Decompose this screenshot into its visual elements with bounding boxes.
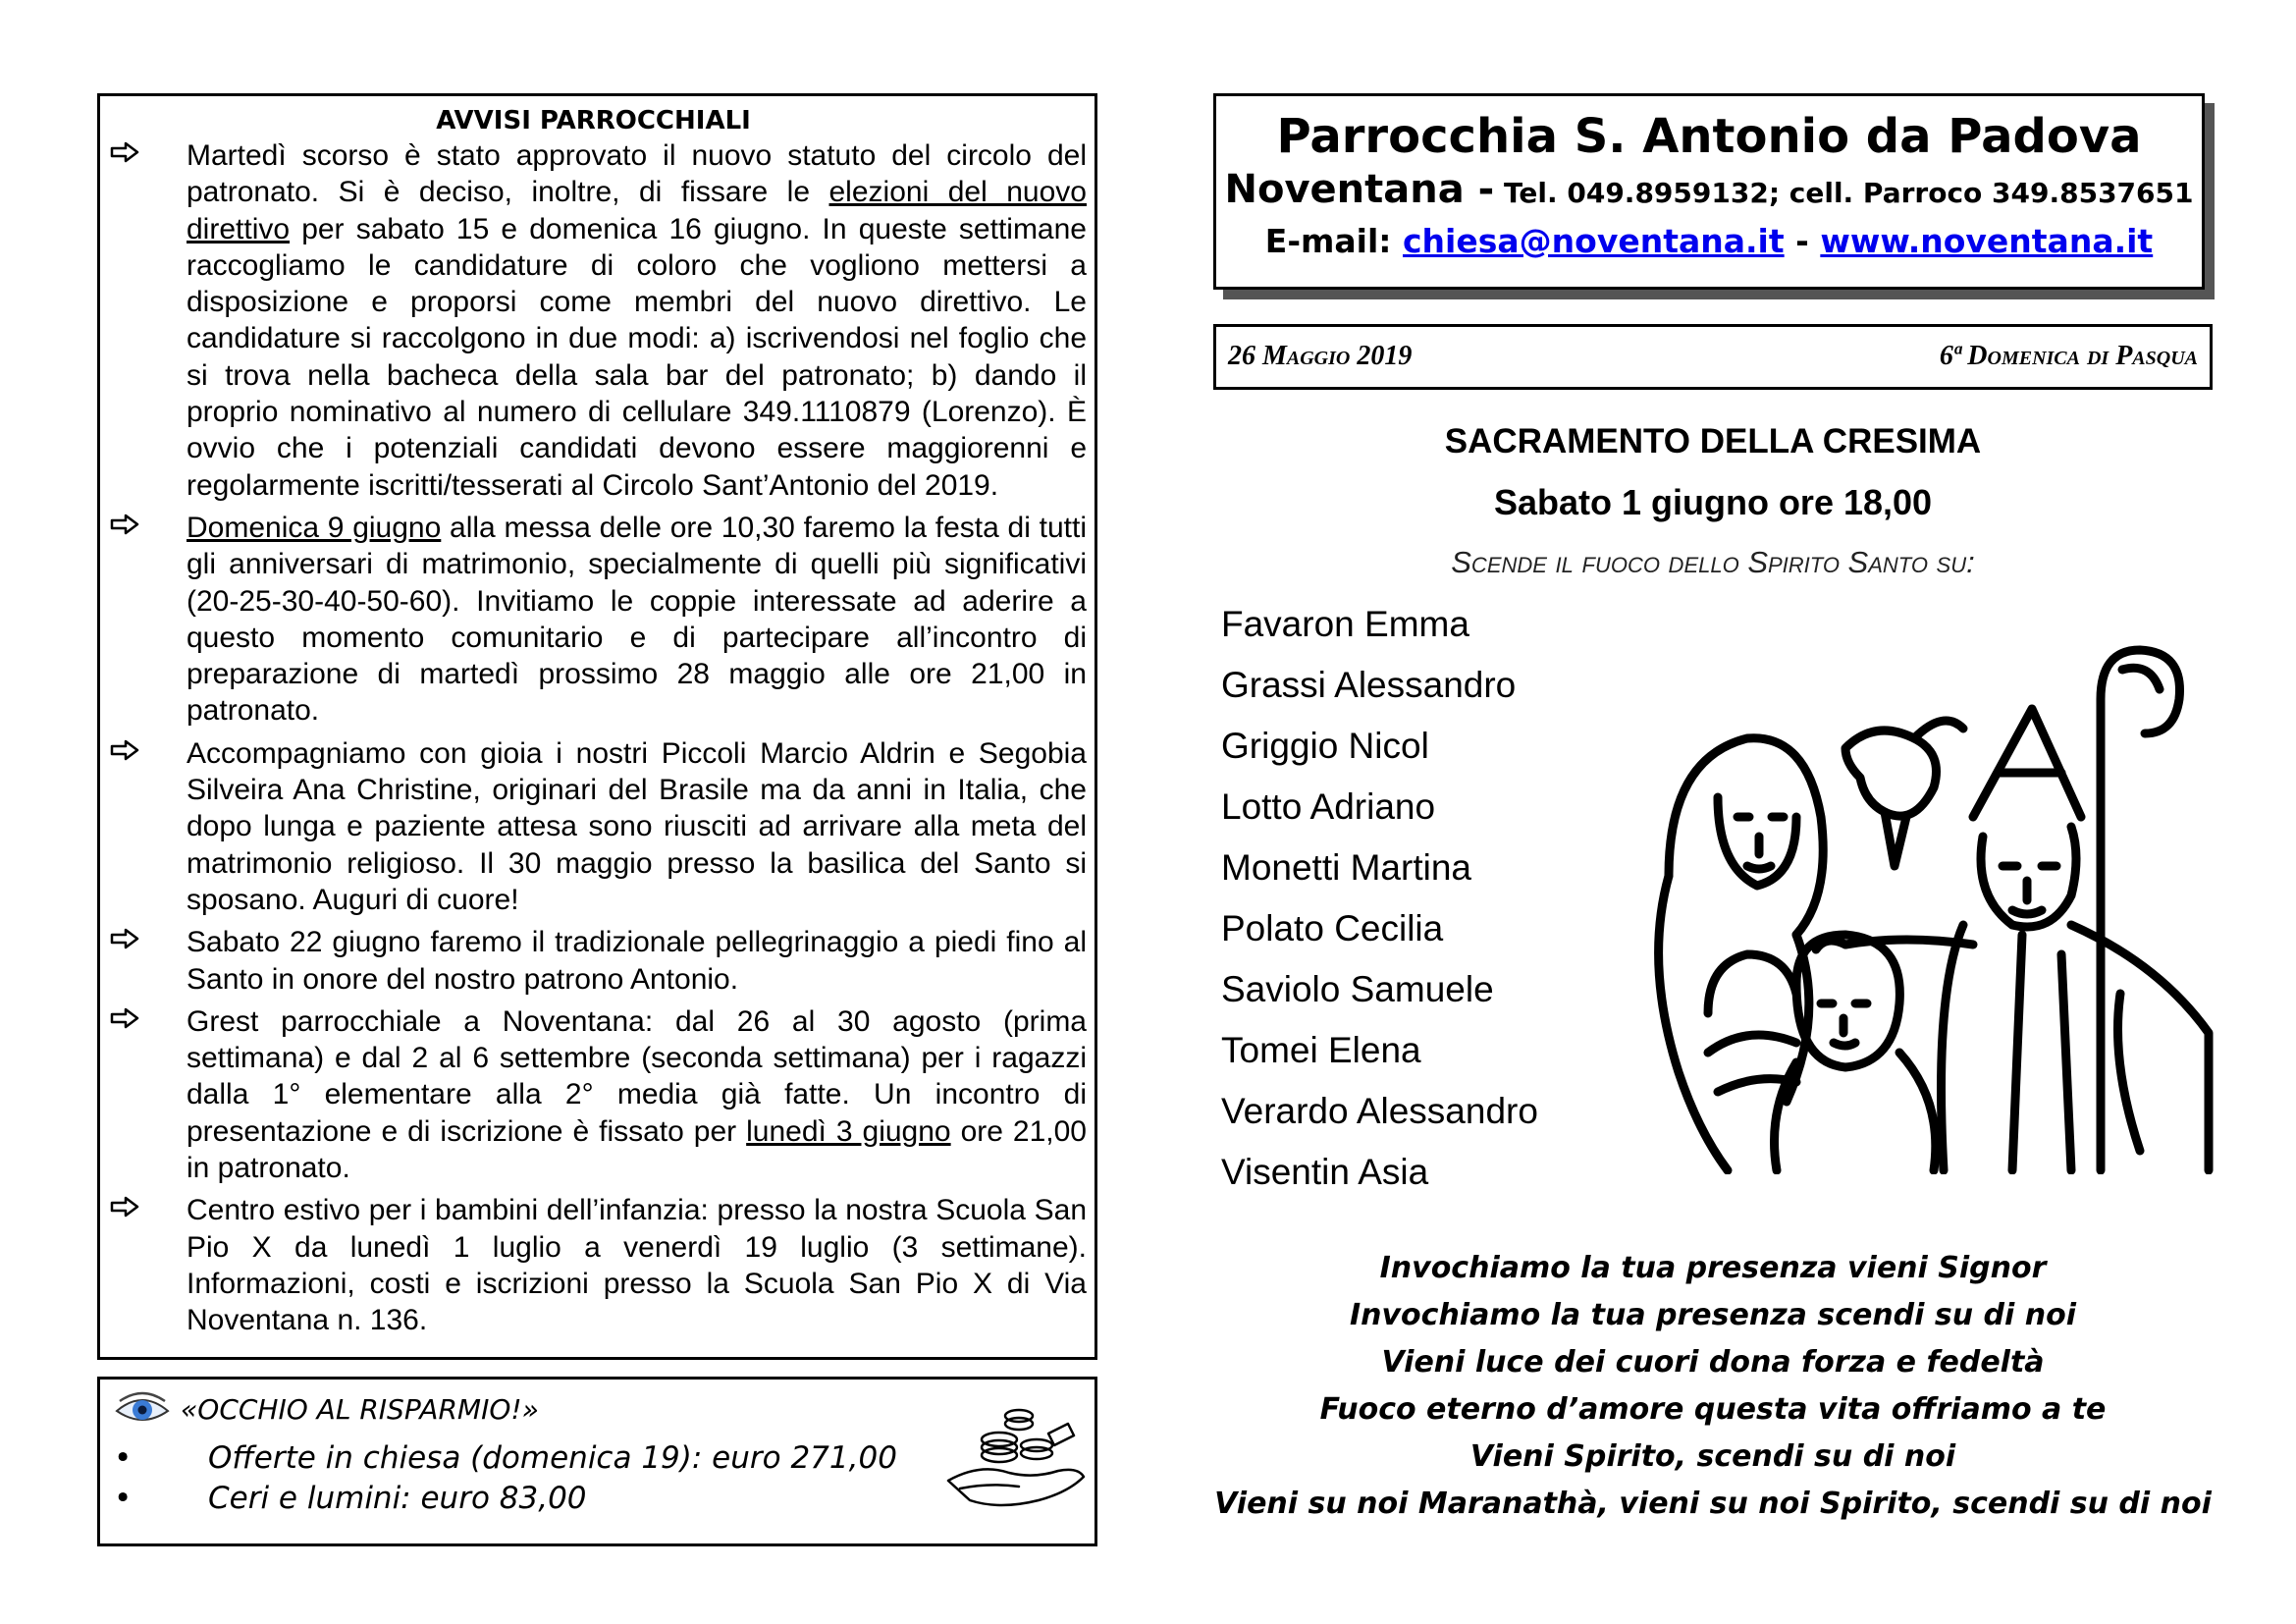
arrow-right-icon: [110, 141, 139, 163]
contact-separator: -: [1795, 222, 1809, 260]
sacramento-title: SACRAMENTO DELLA CRESIMA: [1444, 422, 1982, 460]
coins-in-hand-icon: [940, 1394, 1088, 1512]
sacramento-date: Sabato 1 giugno ore 18,00: [1493, 482, 1933, 522]
list-item: Polato Cecilia: [1221, 908, 1444, 948]
parish-name: Parrocchia S. Antonio da Padova: [1276, 109, 2142, 164]
hymn-line: Vieni luce dei cuori dona forza e fedeltà: [1381, 1345, 2045, 1380]
list-item: Saviolo Samuele: [1221, 969, 1494, 1009]
list-item: Tomei Elena: [1221, 1030, 1421, 1070]
town-name: Noventana -: [1224, 167, 1495, 212]
website-link[interactable]: www.noventana.it: [1820, 222, 2154, 260]
avviso-item: Sabato 22 giugno faremo il tradizionale pellegrinaggio a piedi fino al Santo in onore del nostro patrono Antonio.: [100, 924, 1087, 998]
arrow-right-icon: [110, 739, 139, 761]
avvisi-box: [97, 93, 1097, 1360]
avviso-item: Centro estivo per i bambini dell’infanzia: presso la nostra Scuola San Pio X da lunedì 1 luglio a venerdì 19 luglio (3 settimane). Informazioni, costi e iscrizioni presso la Scuola San Pio X di Via Noventana n. 136.: [100, 1192, 1087, 1338]
arrow-right-icon: [110, 928, 139, 949]
sacramento-subtitle: Scende il fuoco dello Spirito Santo su:: [1451, 545, 1975, 579]
hymn-text: [1213, 1245, 2213, 1528]
list-item: Monetti Martina: [1221, 847, 1471, 888]
occhio-box: [97, 1377, 1097, 1546]
hymn-line: Fuoco eterno d’amore questa vita offriamo a te: [1319, 1392, 2107, 1427]
list-item: Griggio Nicol: [1221, 726, 1429, 766]
phone-numbers: Tel. 049.8959132; cell. Parroco 349.8537651: [1504, 177, 2194, 209]
dateline-box: [1213, 324, 2213, 390]
list-item: Grassi Alessandro: [1221, 665, 1517, 705]
parish-contacts: [1216, 165, 2202, 218]
occhio-title: «OCCHIO AL RISPARMIO!»: [181, 1393, 539, 1426]
hymn-line: Vieni Spirito, scendi su di noi: [1469, 1439, 1956, 1474]
list-item: Favaron Emma: [1221, 604, 1469, 644]
eye-icon: [114, 1389, 171, 1429]
bullet: •: [114, 1440, 133, 1476]
avviso-item: Grest parrocchiale a Noventana: dal 26 al 30 agosto (prima settimana) e dal 2 al 6 settembre (seconda settimana) per i ragazzi dalla 1° elementare alla 2° media già fatte. Un incontro di presentazione e di iscrizione è fissato per lunedì 3 giugno ore 21,00 in patronato.: [100, 1003, 1087, 1186]
list-item: Lotto Adriano: [1221, 786, 1436, 827]
hymn-line: Invochiamo la tua presenza vieni Signor: [1379, 1251, 2047, 1285]
avviso-item: Domenica 9 giugno alla messa delle ore 10,30 faremo la festa di tutti gli anniversari di matrimonio, specialmente di quelli più significativi (20-25-30-40-50-60). Invitiamo le coppie interessate ad aderire a questo momento comunitario e di partecipare all’incontro di preparazione di martedì prossimo 28 maggio alle ore 21,00 in patronato.: [100, 510, 1087, 730]
hymn-line: Invochiamo la tua presenza scendi su di noi: [1349, 1298, 2076, 1332]
list-item: Verardo Alessandro: [1221, 1091, 1538, 1131]
parish-header: [1213, 93, 2205, 290]
arrow-right-icon: [110, 1196, 139, 1218]
occhio-line: • Offerte in chiesa (domenica 19): euro 271,00: [114, 1440, 897, 1476]
occhio-line: • Ceri e lumini: euro 83,00: [114, 1481, 587, 1516]
issue-date: 26 Maggio 2019: [1228, 341, 1413, 371]
list-item: Visentin Asia: [1221, 1152, 1429, 1192]
avviso-item: Accompagniamo con gioia i nostri Piccoli Marcio Aldrin e Segobia Silveira Ana Christine, originari del Brasile ma da anni in Italia, che dopo lunga e paziente attesa sono riusciti ad arrivare alla meta del matrimonio religioso. Il 30 maggio presso la basilica del Santo si sposano. Auguri di cuore!: [100, 735, 1087, 918]
arrow-right-icon: [110, 1007, 139, 1029]
confirmation-illustration: [1649, 640, 2218, 1174]
avvisi-title: AVVISI PARROCCHIALI: [436, 106, 751, 135]
hymn-line: Vieni su noi Maranathà, vieni su noi Spirito, scendi su di noi: [1214, 1487, 2212, 1521]
avviso-item: Martedì scorso è stato approvato il nuovo statuto del circolo del patronato. Si è deciso, inoltre, di fissare le elezioni del nuovo direttivo per sabato 15 e domenica 16 giugno. In queste settimane raccogliamo le candidature di coloro che vogliono mettersi a disposizione e proporsi come membri del nuovo direttivo. Le candidature si raccolgono in due modi: a) iscrivendosi nel foglio che si trova nella bacheca della sala bar del patronato; b) dando il proprio nominativo al numero di cellulare 349.1110879 (Lorenzo). È ovvio che i potenziali candidati devono essere maggiorenni e regolarmente iscritti/tesserati al Circolo Sant’Antonio del 2019.: [100, 137, 1087, 504]
liturgical-sunday: 6ª Domenica di Pasqua: [1939, 341, 2198, 371]
parish-web-contacts: [1216, 218, 2202, 265]
email-link[interactable]: chiesa@noventana.it: [1403, 222, 1785, 260]
arrow-right-icon: [110, 514, 139, 535]
email-label: E-mail:: [1264, 222, 1392, 260]
bullet: •: [114, 1481, 133, 1516]
